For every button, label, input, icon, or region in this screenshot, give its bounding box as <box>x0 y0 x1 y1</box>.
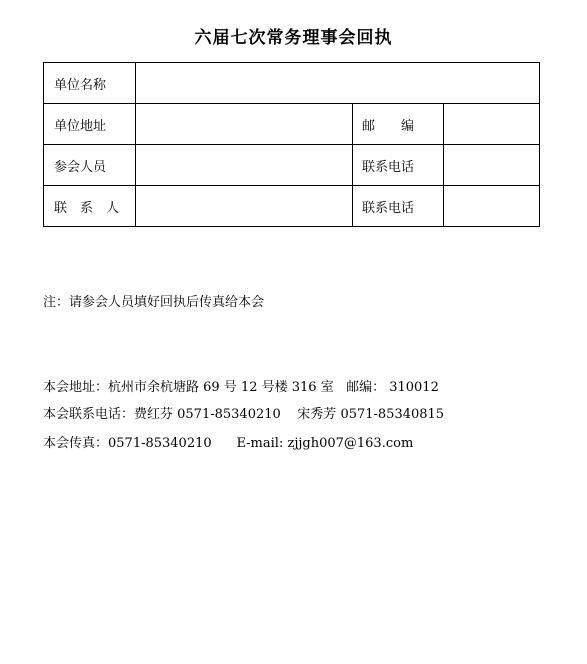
postcode-label: 邮 编 <box>353 104 444 145</box>
unit-name-field[interactable] <box>136 63 540 104</box>
unit-address-label: 单位地址 <box>44 104 136 145</box>
attendees-field[interactable] <box>136 145 353 186</box>
postcode-field[interactable] <box>444 104 540 145</box>
phone-label-1: 联系电话 <box>353 145 444 186</box>
page-title: 六届七次常务理事会回执 <box>194 28 393 48</box>
table-row <box>44 63 540 104</box>
table-row <box>44 104 540 145</box>
phone-field-2[interactable] <box>444 186 540 227</box>
receipt-form-table <box>43 62 540 227</box>
association-phone-line: 本会联系电话：费红芬 0571-85340210 宋秀芳 0571-85340815 <box>43 407 445 422</box>
association-fax-email-line: 本会传真：0571-85340210 E-mail: zjjgh007@163.com <box>43 436 414 451</box>
unit-address-field[interactable] <box>136 104 353 145</box>
contact-person-field[interactable] <box>136 186 353 227</box>
fax-note: 注：请参会人员填好回执后传真给本会 <box>43 295 265 310</box>
table-row <box>44 145 540 186</box>
association-address-line: 本会地址：杭州市余杭塘路 69 号 12 号楼 316 室 邮编： 310012 <box>43 380 439 395</box>
contact-person-label: 联 系 人 <box>44 186 136 227</box>
unit-name-label: 单位名称 <box>44 63 136 104</box>
phone-field-1[interactable] <box>444 145 540 186</box>
phone-label-2: 联系电话 <box>353 186 444 227</box>
table-row <box>44 186 540 227</box>
attendees-label: 参会人员 <box>44 145 136 186</box>
